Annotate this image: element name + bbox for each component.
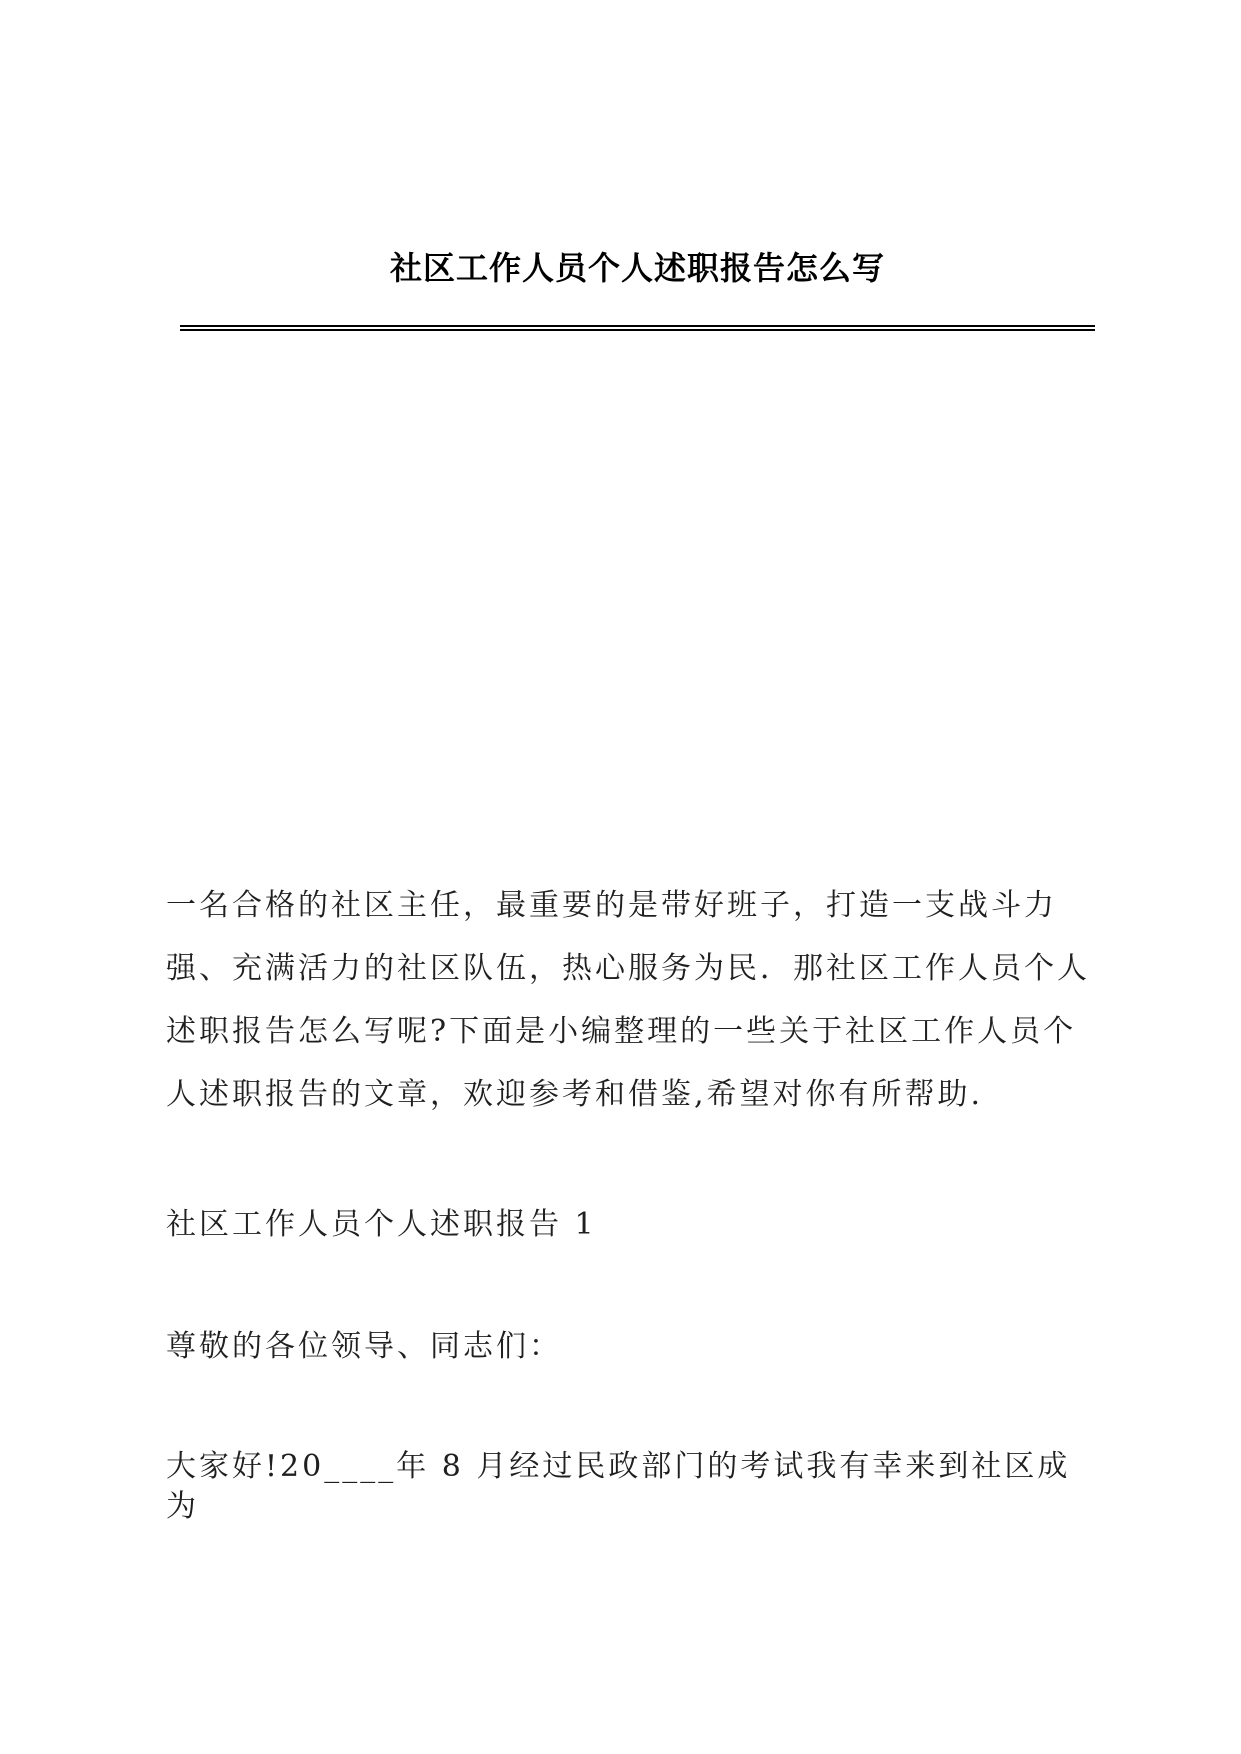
salutation-line: 尊敬的各位领导、同志们： xyxy=(166,1329,562,1364)
intro-paragraph: 一名合格的社区主任，最重要的是带好班子，打造一支战斗力强、充满活力的社区队伍，热心服务为民．那社区工作人员个人述职报告怎么写呢?下面是小编整理的一些关于社区工作人员个人述职报告的文章，欢迎参考和借鉴,希望对你有所帮助. xyxy=(166,888,1090,1112)
document-title: 社区工作人员个人述职报告怎么写 xyxy=(389,249,885,287)
opening-line: 大家好!20____年 8 月经过民政部门的考试我有幸来到社区成为 xyxy=(166,1449,1071,1524)
section-heading: 社区工作人员个人述职报告 1 xyxy=(166,1207,597,1242)
title-double-rule xyxy=(180,325,1095,331)
